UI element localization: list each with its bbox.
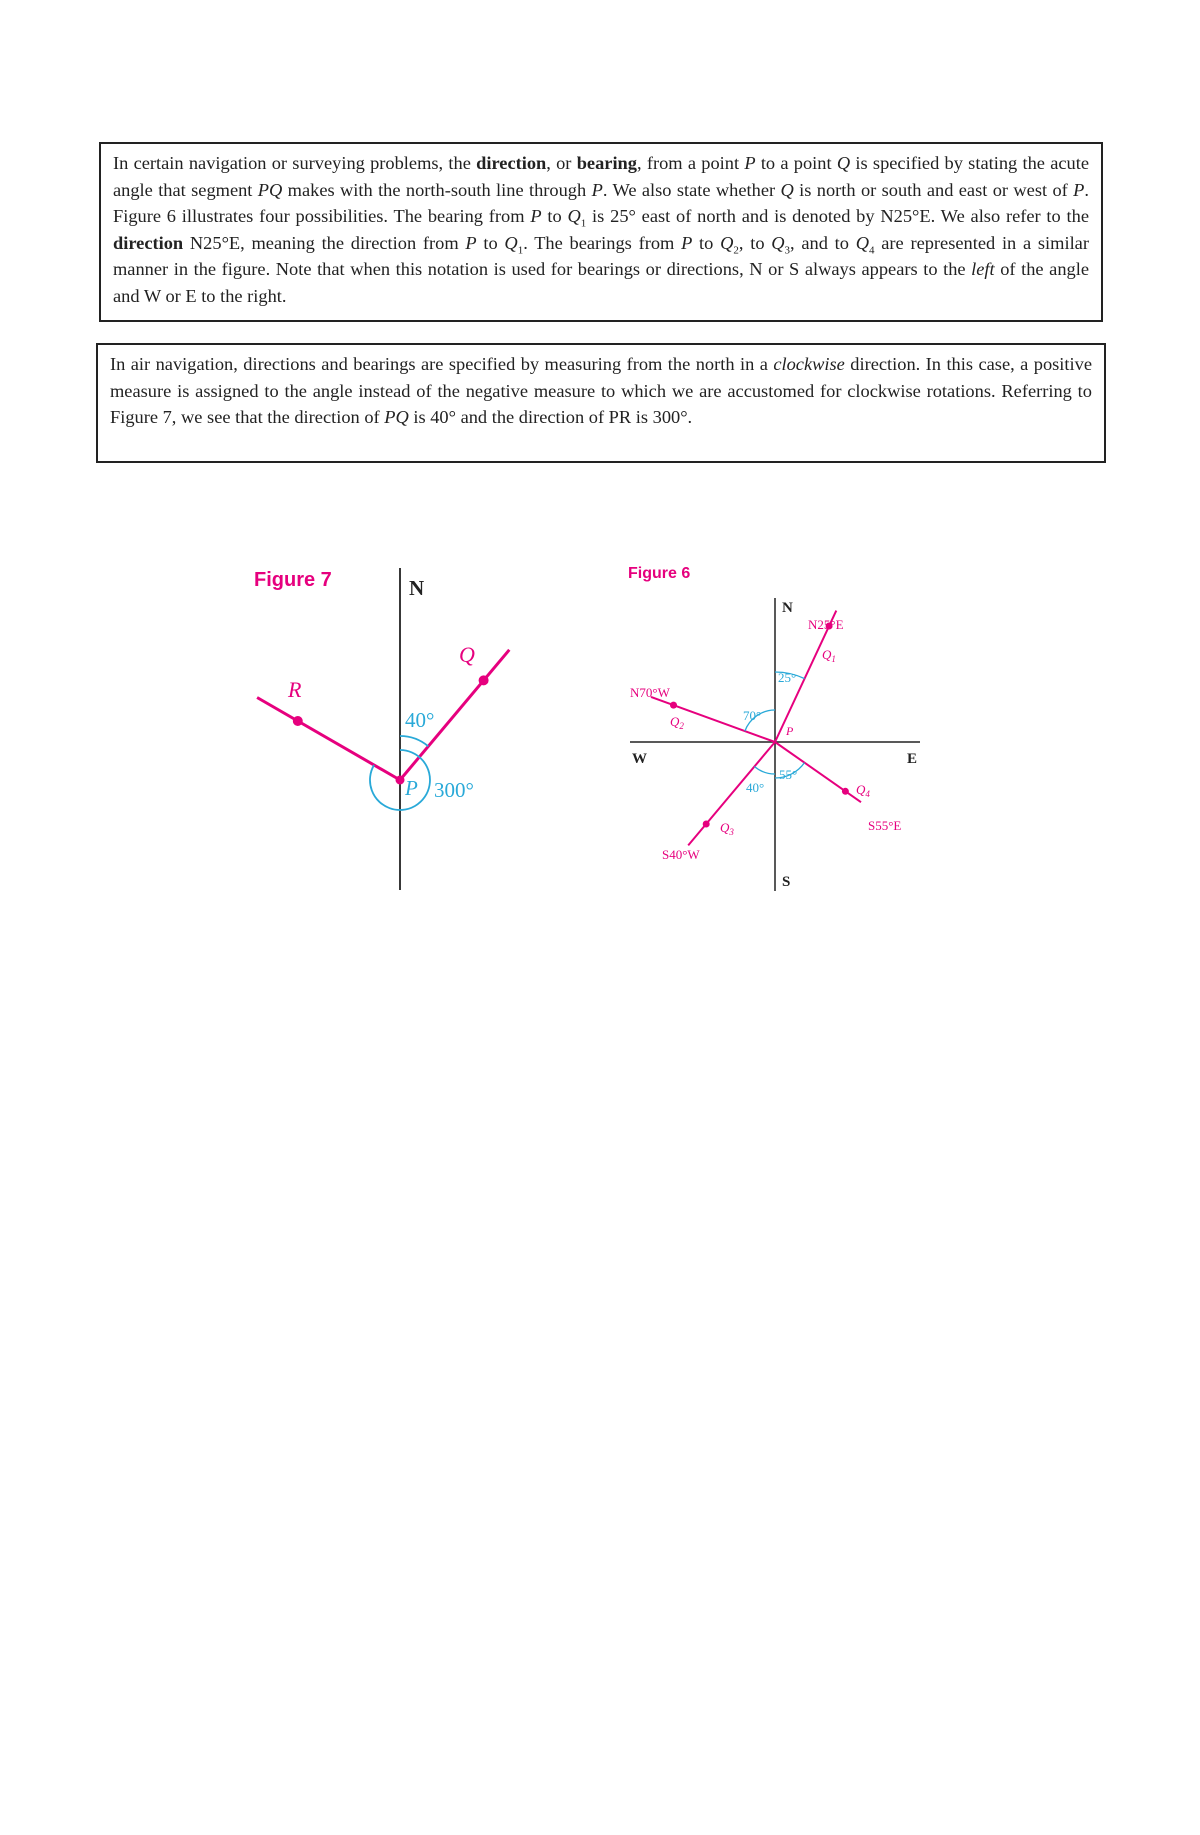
paragraph1-segment: Q: [780, 179, 794, 200]
point-q-label: Q: [459, 642, 475, 667]
angle-label-40: 40°: [405, 708, 435, 732]
paragraph1-segment: 1: [517, 244, 524, 257]
paragraph1-segment: Q: [720, 232, 734, 253]
point-q-dot: [479, 675, 489, 685]
paragraph1-segment: Q: [836, 153, 851, 173]
bearing-label-n25e: N25°E: [808, 617, 844, 632]
paragraph1-segment: left: [971, 259, 995, 279]
point-r-dot: [293, 716, 303, 726]
paragraph1-segment: , or: [546, 153, 577, 173]
point-p-label: P: [405, 776, 418, 800]
bearing-label-s55e: S55°E: [868, 818, 902, 833]
paragraph1-segment: is specified by stating the acute angle that segment: [113, 153, 1089, 200]
paragraph1-segment: Q: [855, 232, 870, 253]
paragraph1-segment: . Figure 6 illustrates four possibilities. The bearing from: [113, 179, 1090, 226]
paragraph1-segment: is north or south and east or west of: [793, 179, 1074, 200]
paragraph1-segment: Q: [771, 232, 785, 253]
point-q2-dot: [670, 702, 677, 709]
figure-6-title: Figure 6: [628, 565, 691, 582]
paragraph1-segment: 1: [580, 217, 587, 230]
paragraph2-segment: is 40° and the direction of PR is 300°.: [408, 407, 693, 427]
south-label: S: [782, 874, 791, 890]
point-q3-label: $Q_3$: [720, 820, 734, 837]
paragraph1-segment: In certain navigation or surveying problems, the: [113, 153, 477, 173]
figure-6: [620, 556, 950, 906]
point-p-dot: [396, 776, 405, 785]
north-label: N: [409, 576, 425, 600]
paragraph2-segment: In air navigation, directions and bearings are specified by measuring from the north in a: [110, 354, 774, 374]
paragraph1-segment: to: [541, 206, 568, 226]
bearing-label-s40w: S40°W: [662, 847, 700, 862]
point-q4-label: $Q_4$: [856, 782, 870, 799]
paragraph1-segment: P: [591, 179, 603, 200]
paragraph1-segment: of the angle and W or E to the right.: [113, 259, 1090, 306]
angle-label-25: 25°: [778, 670, 797, 685]
paragraph1-segment: , to: [738, 232, 772, 253]
paragraph1-segment: direction: [113, 232, 184, 253]
paragraph2-segment: clockwise: [773, 354, 845, 374]
angle-arc-40: [754, 767, 775, 775]
paragraph1-segment: . The bearings from: [523, 232, 682, 253]
angle-label-40: 40°: [746, 780, 765, 795]
angle-label-70: 70°: [743, 708, 762, 723]
paragraph1-segment: Q: [567, 206, 581, 226]
paragraph1-segment: P: [681, 232, 693, 253]
paragraph1-segment: Q: [504, 232, 518, 253]
paragraph1-segment: are represented in a similar manner in the figure. Note that when this notation is used for bearings or directions, N or S always appears to the: [113, 232, 1089, 279]
text-box-bearings: [99, 142, 1103, 322]
bearing-label-n70w: N70°W: [630, 685, 670, 700]
segment-pr: [257, 698, 400, 781]
north-label: N: [782, 600, 793, 616]
text-box-air-navigation: [96, 343, 1106, 463]
figure-7-title: Figure 7: [254, 569, 332, 591]
paragraph1-segment: direction: [476, 153, 547, 173]
west-label: W: [632, 751, 647, 767]
point-p-label: P: [786, 724, 794, 738]
paragraph1-segment: to a point: [755, 153, 837, 173]
paragraph-bearings: [113, 150, 1089, 309]
paragraph2-segment: direction. In this case, a positive measure is assigned to the angle instead of the negative measure to which we are accustomed for clockwise rotations. Referring to Figure 7, we see that the direction of: [110, 354, 1092, 427]
figure-7: [240, 552, 640, 912]
point-q2-label: $Q_2$: [670, 714, 684, 731]
paragraph1-segment: P: [530, 206, 542, 226]
paragraph1-segment: bearing: [576, 153, 637, 173]
point-r-label: R: [288, 677, 302, 702]
paragraph1-segment: 3: [784, 244, 791, 257]
point-q3-dot: [703, 821, 710, 828]
paragraph1-segment: 2: [733, 244, 739, 257]
angle-arc-40: [400, 736, 428, 746]
paragraph2-segment: PQ: [384, 407, 409, 427]
paragraph-air-navigation: [110, 351, 1092, 431]
paragraph1-segment: N25°E, meaning the direction from: [183, 232, 466, 253]
paragraph1-segment: P: [465, 232, 477, 253]
point-q4-dot: [842, 788, 849, 795]
paragraph1-segment: P: [1073, 179, 1085, 200]
east-label: E: [907, 751, 918, 767]
paragraph1-segment: , from a point: [637, 153, 745, 173]
paragraph1-segment: 4: [869, 244, 875, 257]
paragraph1-segment: , and to: [790, 232, 856, 253]
paragraph1-segment: to: [476, 232, 505, 253]
paragraph1-segment: . We also state whether: [602, 179, 781, 200]
paragraph1-segment: makes with the north-south line through: [282, 179, 592, 200]
angle-label-300: 300°: [434, 778, 474, 802]
paragraph1-segment: PQ: [257, 179, 283, 200]
paragraph1-segment: is 25° east of north and is denoted by N25°E. We also refer to the: [586, 206, 1090, 226]
angle-label-55: 55°: [779, 767, 798, 782]
paragraph1-segment: P: [744, 153, 756, 173]
point-q1-label: $Q_1$: [822, 647, 836, 664]
paragraph1-segment: to: [692, 232, 721, 253]
